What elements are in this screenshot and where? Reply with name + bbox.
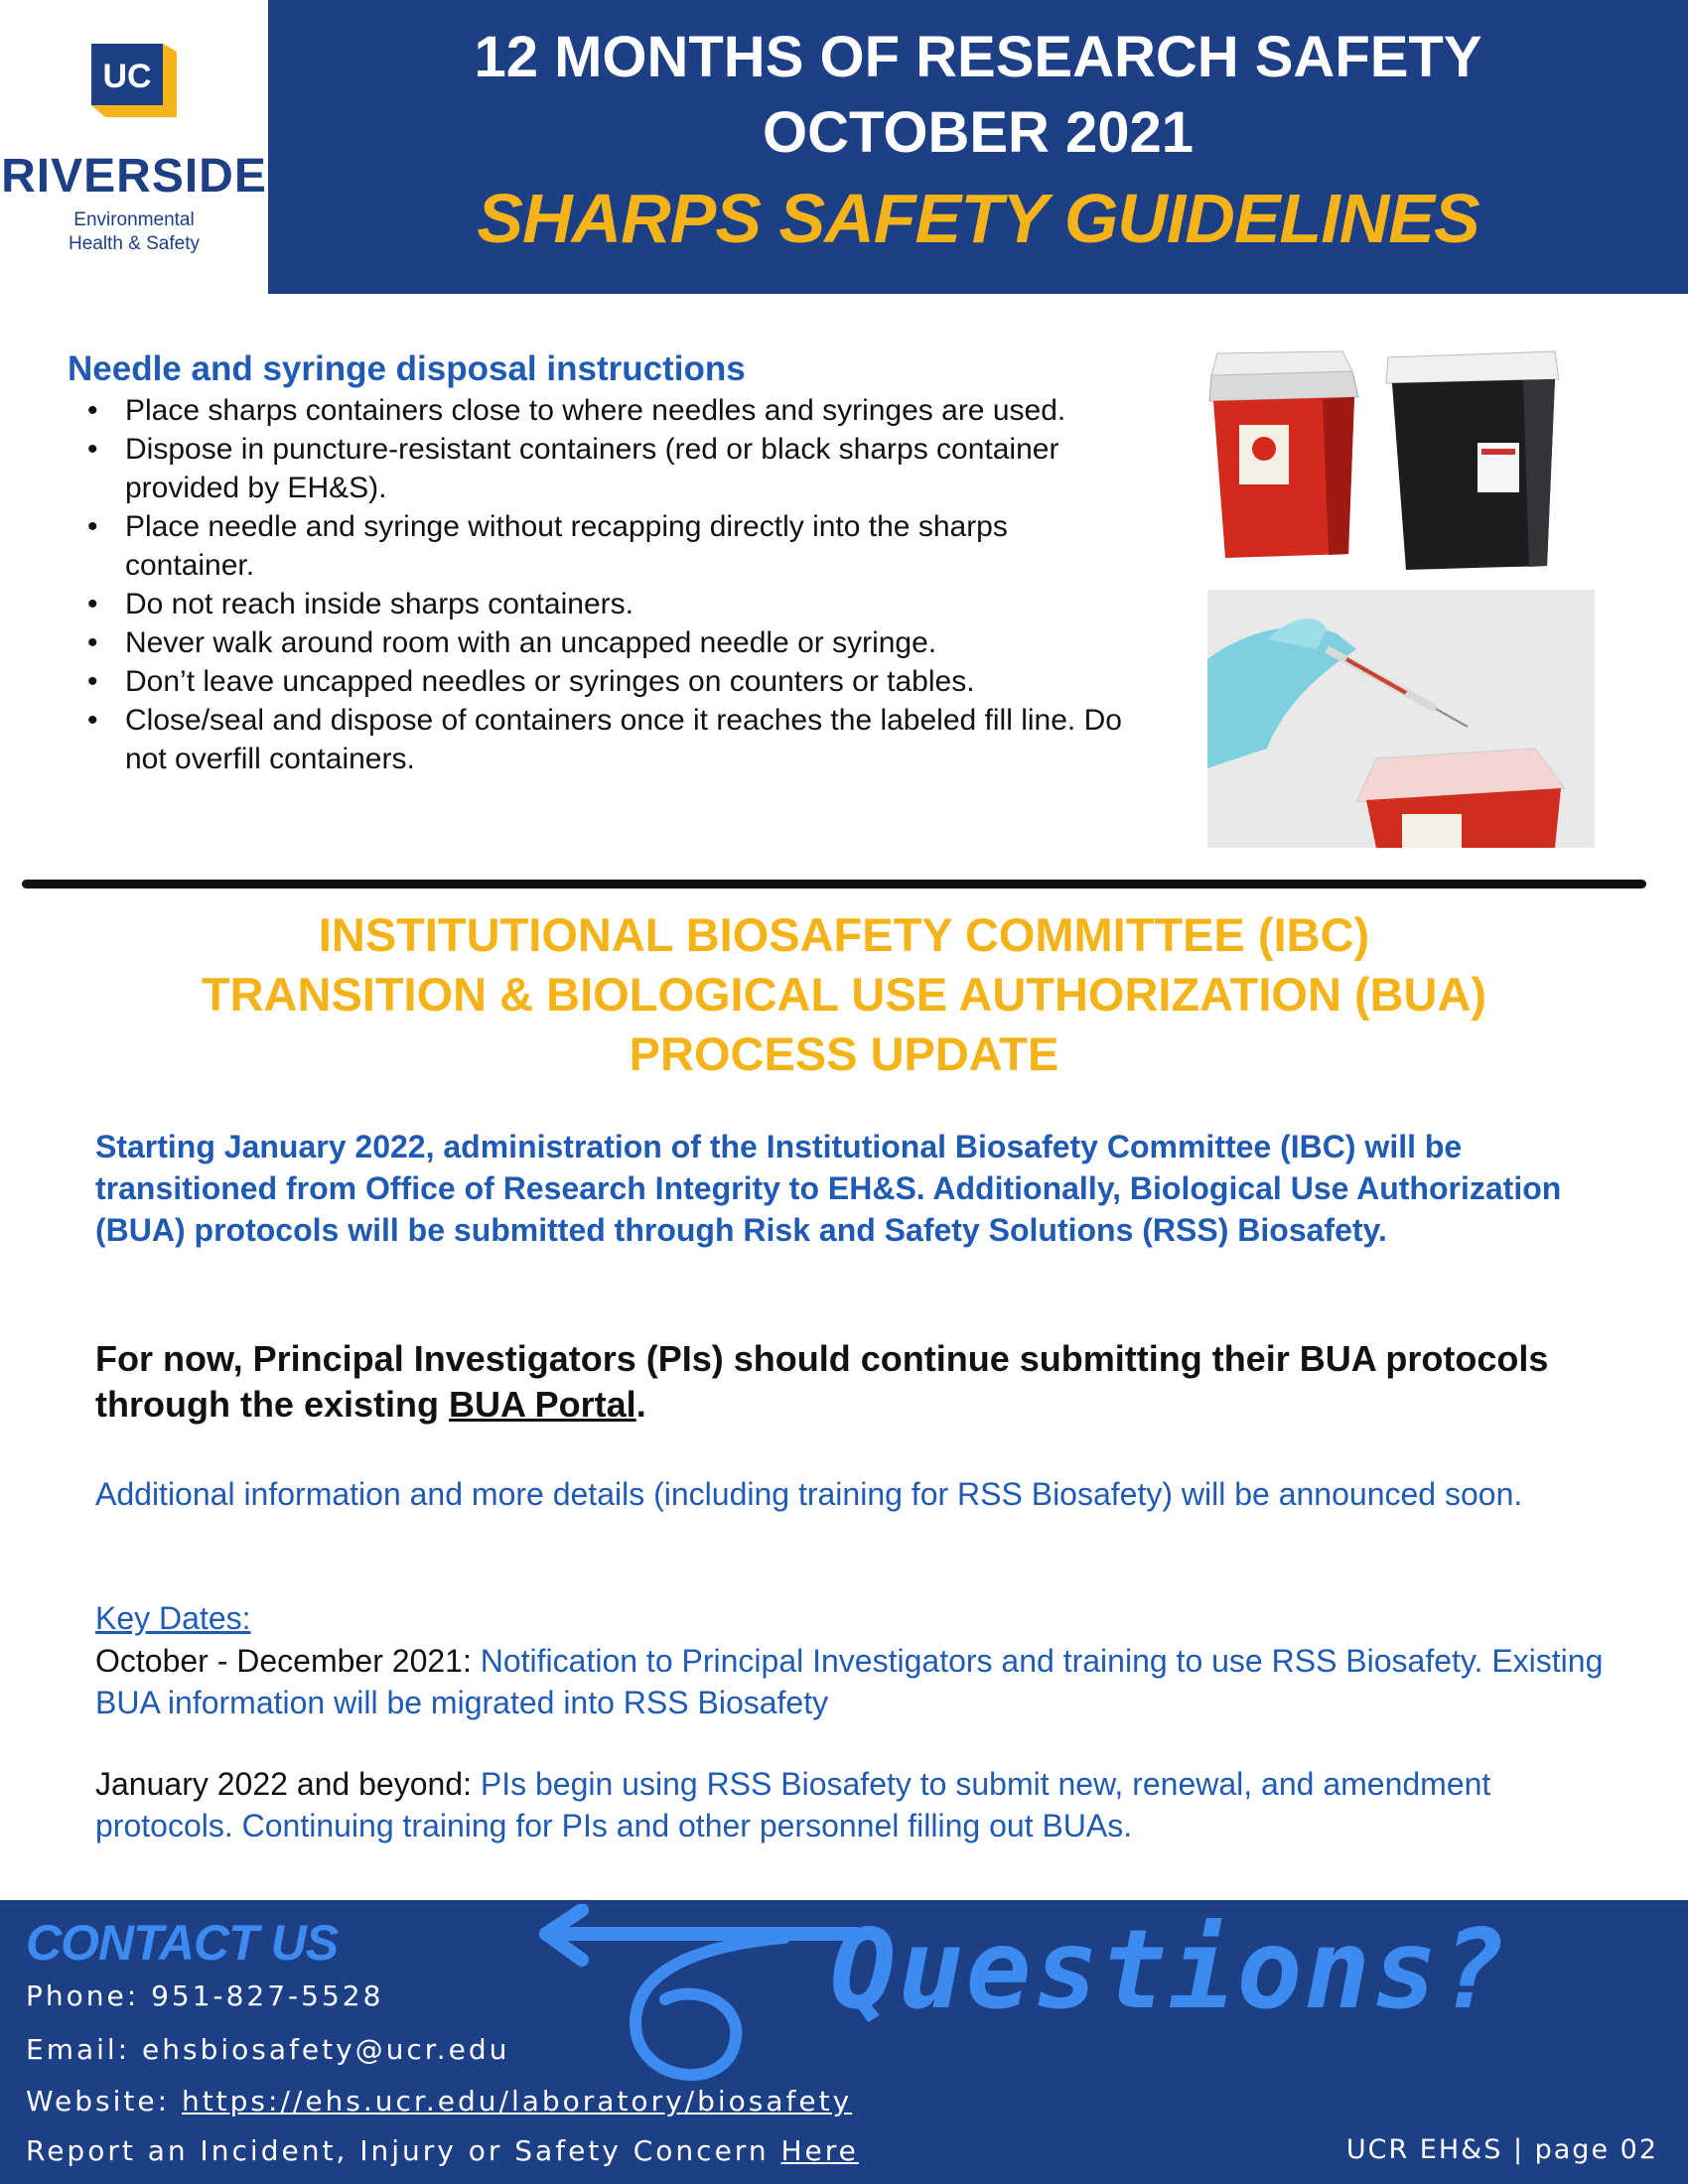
contact-phone: Phone: 951-827-5528 [26,1979,384,2012]
bullet-icon: • [87,588,98,620]
key-date-2-text: PIs begin using RSS Biosafety to submit new, renewal, and amendment protocols. Continuing training for PIs and other personnel filling out BUAs. [95,1766,1491,1843]
list-item: • Place needle and syringe without recapping directly into the sharps container. [87,507,1140,585]
website-link[interactable]: https://ehs.ucr.edu/laboratory/biosafety [181,2085,853,2117]
key-date-2 [95,1763,1624,1846]
ibc-intro-paragraph: Starting January 2022, administration of the Institutional Biosafety Committee (IBC) will be transitioned from Office of Research Integrity to EH&S. Additionally, Biological Use Authorization (BUA) protocols will be submitted through Risk and Safety Solutions (RSS) Biosafety. [95,1129,1562,1248]
red-sharps-container-image [1203,345,1362,566]
contact-us-heading: CONTACT US [26,1915,339,1971]
bullet-icon: • [87,510,98,543]
for-now-paragraph: For now, Principal Investigators (PIs) should continue submitting their BUA protocols through the existing BUA Portal. [95,1338,1549,1425]
contact-report: Report an Incident, Injury or Safety Concern Here [26,2134,859,2167]
report-here-link[interactable]: Here [780,2134,859,2167]
sharps-section-title: Needle and syringe disposal instructions [68,349,746,388]
header-subtitle: SHARPS SAFETY GUIDELINES [477,180,1479,257]
list-item: • Close/seal and dispose of containers once it reaches the labeled fill line. Do not overfill containers. [87,701,1140,778]
ibc-title-line3: PROCESS UPDATE [629,1027,1059,1080]
header-banner [268,0,1688,294]
bua-portal-link[interactable]: BUA Portal [449,1384,636,1425]
list-item: • Don’t leave uncapped needles or syringes on counters or tables. [87,662,1140,701]
ucr-ehs-logo [0,0,268,294]
curved-arrow-icon [487,1904,864,2103]
header-title-line2: OCTOBER 2021 [762,100,1195,165]
bullet-icon: • [87,433,98,466]
list-item: • Never walk around room with an uncapped needle or syringe. [87,623,1140,662]
key-date-1-label: October - December 2021: [95,1643,472,1679]
page-number: UCR EH&S | page 02 [1345,2134,1658,2165]
list-item: • Dispose in puncture-resistant containers (red or black sharps container provided by EH&S). [87,430,1140,507]
key-date-1-text: Notification to Principal Investigators and training to use RSS Biosafety. Existing BUA information will be migrated into RSS Biosafety [95,1643,1604,1720]
questions-graphic-text: Questions? [830,1906,1508,2033]
bullet-icon: • [87,626,98,659]
logo-riverside: RIVERSIDE [1,150,267,203]
syringe-disposal-photo [1207,590,1595,848]
additional-info-paragraph: Additional information and more details (including training for RSS Biosafety) will be announced soon. [95,1476,1523,1512]
ibc-title-line2: TRANSITION & BIOLOGICAL USE AUTHORIZATION (BUA) [201,968,1487,1021]
ibc-title-line1: INSTITUTIONAL BIOSAFETY COMMITTEE (IBC) [318,908,1370,961]
logo-sub-line2: Health & Safety [68,233,201,254]
uc-logo-text: UC [102,58,152,95]
sharps-instructions-list [87,391,1140,778]
contact-website: Website: https://ehs.ucr.edu/laboratory/biosafety [26,2085,853,2117]
key-date-1 [95,1640,1624,1723]
bullet-icon: • [87,665,98,698]
contact-footer [0,1900,1688,2184]
logo-sub-line1: Environmental [73,209,195,230]
key-date-2-label: January 2022 and beyond: [95,1766,472,1802]
section-divider [22,880,1646,888]
list-item: • Do not reach inside sharps containers. [87,585,1140,623]
uc-logo-mark [91,44,177,117]
bullet-icon: • [87,394,98,427]
contact-email[interactable]: Email: ehsbiosafety@ucr.edu [26,2033,510,2066]
bullet-icon: • [87,704,98,737]
black-sharps-container-image [1384,343,1561,574]
key-dates-heading: Key Dates: [95,1600,251,1636]
list-item: • Place sharps containers close to where needles and syringes are used. [87,391,1140,430]
header-title-line1: 12 MONTHS OF RESEARCH SAFETY [474,25,1482,89]
